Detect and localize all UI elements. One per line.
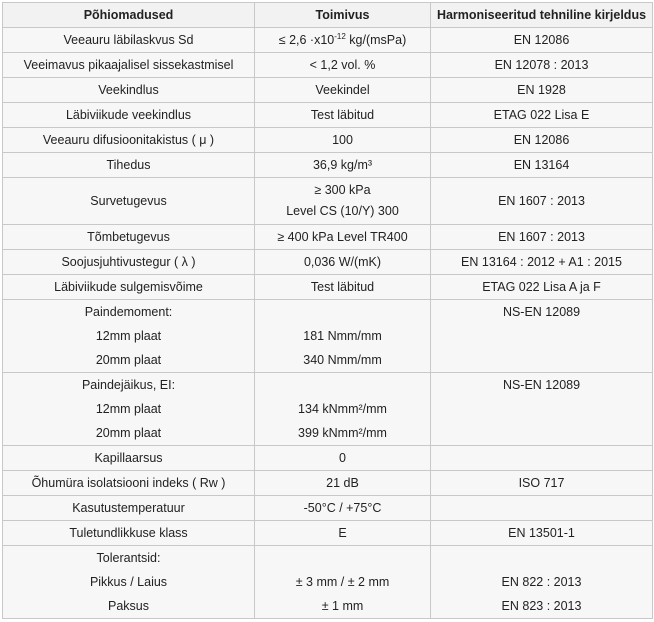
cell-line: 340 Nmm/mm [303, 353, 382, 367]
header-toimivus: Toimivus [255, 3, 431, 28]
cell-line: 399 kNmm²/mm [298, 426, 387, 440]
cell-line: EN 822 : 2013 [501, 575, 582, 589]
cell-line: 181 Nmm/mm [303, 329, 382, 343]
cell-line: NS-EN 12089 [502, 305, 581, 319]
cell-line [435, 397, 648, 421]
table-row [3, 178, 653, 225]
value-cell: 100 [255, 128, 431, 153]
cell-line: Paindemoment: [84, 305, 173, 319]
property-cell: Läbiviikude veekindlus [3, 103, 255, 128]
table-row [3, 300, 653, 373]
cell-line [435, 546, 648, 570]
table-row [3, 275, 653, 300]
value-cell [255, 373, 431, 446]
value-cell: 0,036 W/(mK) [255, 250, 431, 275]
properties-table [2, 2, 653, 619]
standard-cell [431, 373, 653, 446]
cell-line: 20mm plaat [95, 426, 162, 440]
table-row [3, 128, 653, 153]
table-row [3, 546, 653, 619]
table-row [3, 28, 653, 53]
standard-cell: EN 1928 [431, 78, 653, 103]
value-cell: E [255, 521, 431, 546]
table-row [3, 53, 653, 78]
sd-unit: kg/(msPa) [345, 33, 407, 47]
cell-line: 20mm plaat [95, 353, 162, 367]
property-cell: Õhumüra isolatsiooni indeks ( Rw ) [3, 471, 255, 496]
value-cell: Test läbitud [255, 275, 431, 300]
value-cell [255, 28, 431, 53]
value-cell: ≥ 400 kPa Level TR400 [255, 225, 431, 250]
property-cell: Veeauru difusioonitakistus ( μ ) [3, 128, 255, 153]
standard-cell: EN 12078 : 2013 [431, 53, 653, 78]
property-cell: Veekindlus [3, 78, 255, 103]
standard-cell: ISO 717 [431, 471, 653, 496]
property-cell: Kapillaarsus [3, 446, 255, 471]
standard-cell [431, 546, 653, 619]
value-cell: -50°C / +75°C [255, 496, 431, 521]
cell-line: Tolerantsid: [96, 551, 161, 565]
table-row [3, 225, 653, 250]
property-cell: Soojusjuhtivustegur ( λ ) [3, 250, 255, 275]
table-row [3, 78, 653, 103]
cell-line [435, 348, 648, 372]
standard-cell: EN 1607 : 2013 [431, 178, 653, 225]
property-cell: Survetugevus [3, 178, 255, 225]
standard-cell: EN 13164 [431, 153, 653, 178]
standard-cell [431, 496, 653, 521]
standard-cell: ETAG 022 Lisa E [431, 103, 653, 128]
value-cell [255, 300, 431, 373]
property-cell: Läbiviikude sulgemisvõime [3, 275, 255, 300]
value-cell: 36,9 kg/m³ [255, 153, 431, 178]
cell-line: ± 3 mm / ± 2 mm [295, 575, 390, 589]
cell-line: Pikkus / Laius [89, 575, 168, 589]
table-row [3, 471, 653, 496]
table-row [3, 521, 653, 546]
property-cell [3, 300, 255, 373]
property-cell: Veeauru läbilaskvus Sd [3, 28, 255, 53]
cell-line: Paksus [108, 599, 149, 613]
standard-cell: EN 1607 : 2013 [431, 225, 653, 250]
header-row [3, 3, 653, 28]
table-row [3, 373, 653, 446]
standard-cell [431, 446, 653, 471]
cell-line [435, 324, 648, 348]
table-row [3, 250, 653, 275]
property-cell: Kasutustemperatuur [3, 496, 255, 521]
cell-line [259, 546, 426, 570]
value-cell: Veekindel [255, 78, 431, 103]
cell-line: ± 1 mm [321, 599, 364, 613]
standard-cell: EN 12086 [431, 128, 653, 153]
table-row [3, 153, 653, 178]
table-row [3, 496, 653, 521]
standard-cell: EN 13501-1 [431, 521, 653, 546]
property-cell: Tõmbetugevus [3, 225, 255, 250]
table-row [3, 446, 653, 471]
cell-line: ≥ 300 kPa [314, 183, 371, 197]
property-cell [3, 373, 255, 446]
property-cell: Veeimavus pikaajalisel sissekastmisel [3, 53, 255, 78]
property-cell [3, 546, 255, 619]
value-cell: 21 dB [255, 471, 431, 496]
value-cell: < 1,2 vol. % [255, 53, 431, 78]
standard-cell [431, 300, 653, 373]
cell-line: Paindejäikus, EI: [81, 378, 176, 392]
cell-line [435, 421, 648, 445]
cell-line: 12mm plaat [95, 329, 162, 343]
value-cell: Test läbitud [255, 103, 431, 128]
value-cell [255, 546, 431, 619]
cell-line: Level CS (10/Y) 300 [286, 204, 399, 218]
cell-line [259, 300, 426, 324]
table-row [3, 103, 653, 128]
cell-line: 12mm plaat [95, 402, 162, 416]
sd-value: ≤ 2,6 ·x10 [278, 33, 335, 47]
standard-cell: EN 12086 [431, 28, 653, 53]
header-pohiomadused: Põhiomadused [3, 3, 255, 28]
property-cell: Tuletundlikkuse klass [3, 521, 255, 546]
cell-line: NS-EN 12089 [502, 378, 581, 392]
cell-line: 134 kNmm²/mm [298, 402, 387, 416]
property-cell: Tihedus [3, 153, 255, 178]
sd-exponent: -12 [334, 31, 346, 41]
value-cell: 0 [255, 446, 431, 471]
cell-line [259, 373, 426, 397]
header-tehniline-kirjeldus: Harmoniseeritud tehniline kirjeldus [431, 3, 653, 28]
standard-cell: ETAG 022 Lisa A ja F [431, 275, 653, 300]
standard-cell: EN 13164 : 2012 + A1 : 2015 [431, 250, 653, 275]
cell-line: EN 823 : 2013 [501, 599, 582, 613]
value-cell [255, 178, 431, 225]
